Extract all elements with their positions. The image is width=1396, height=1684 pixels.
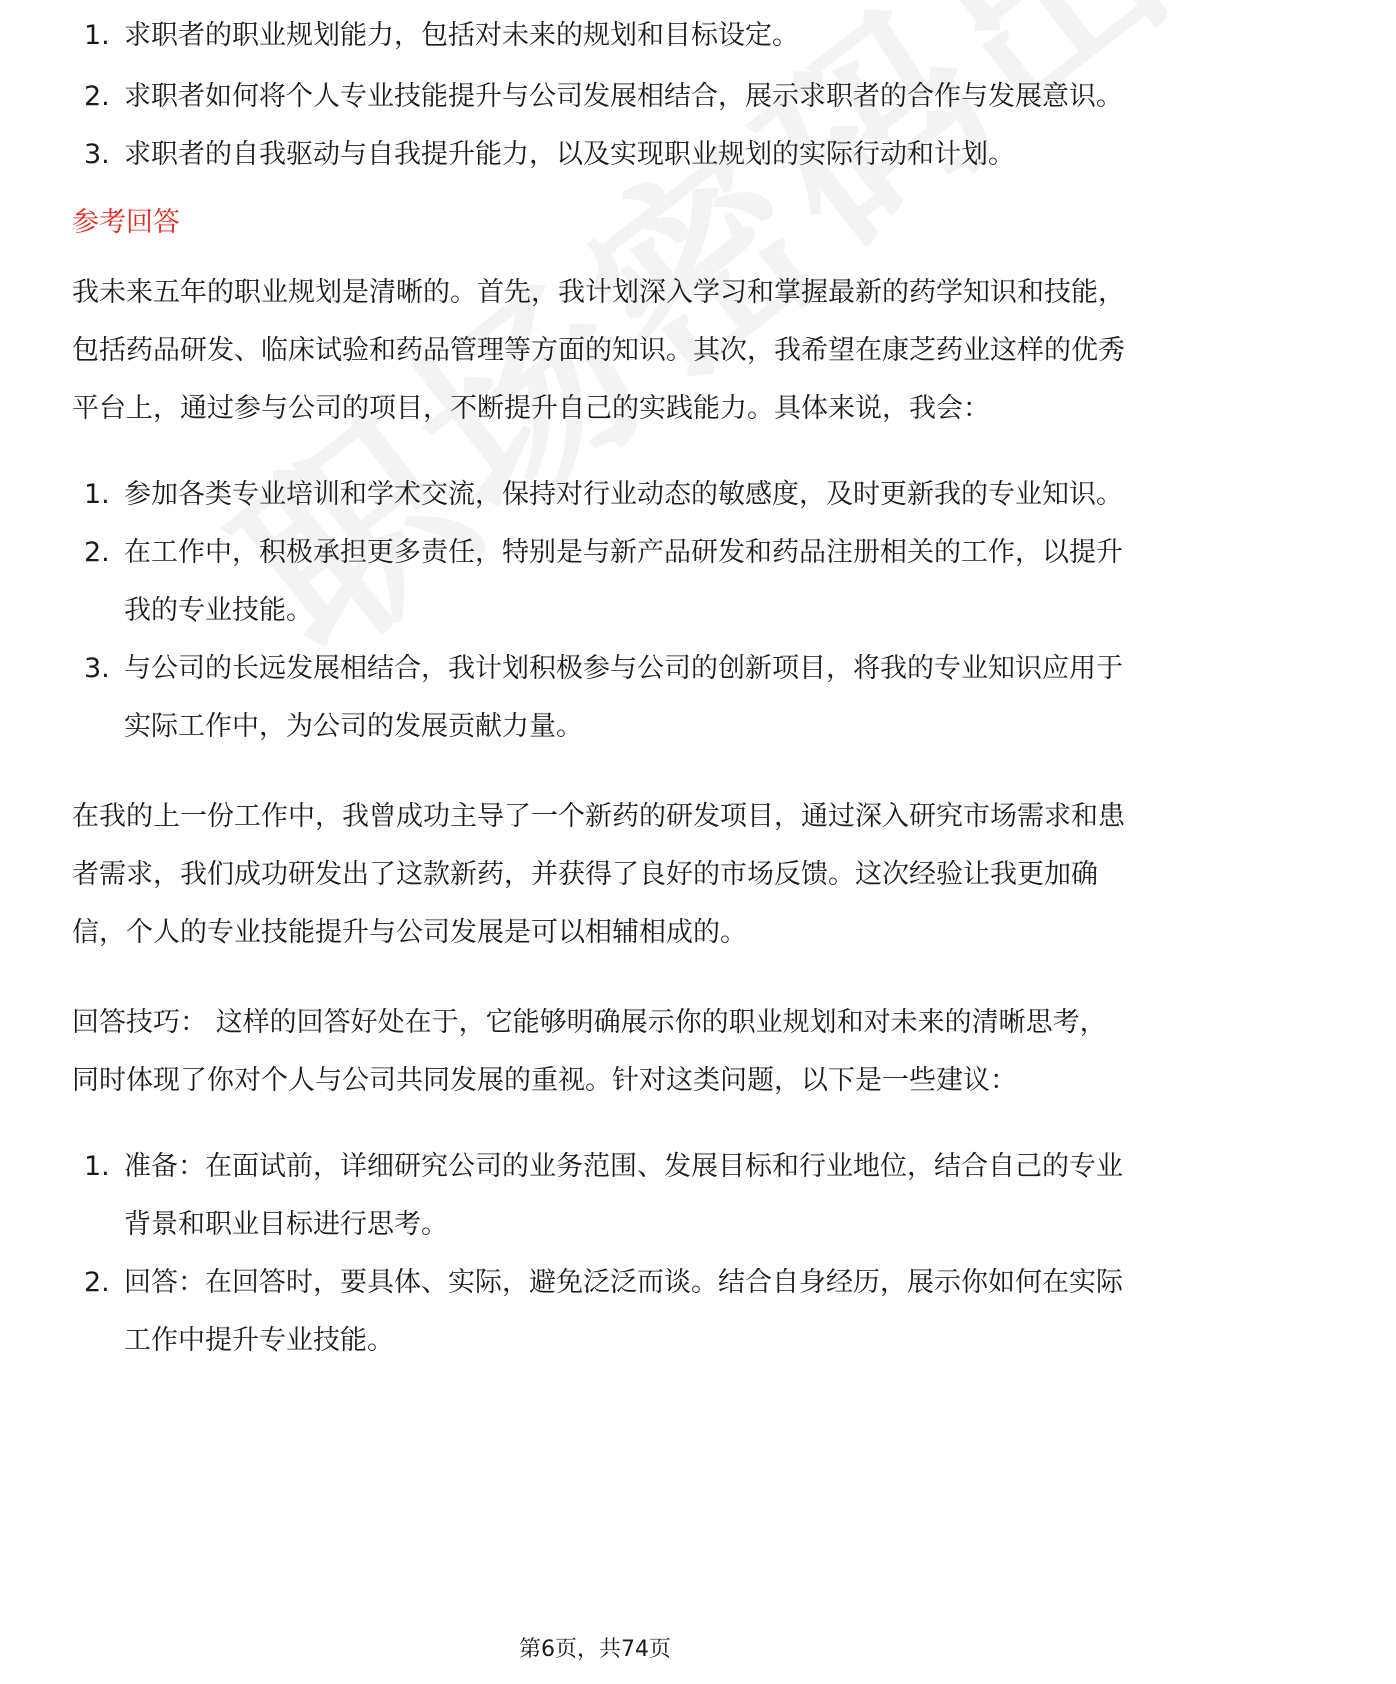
list-text: 求职者的职业规划能力，包括对未来的规划和目标设定。	[124, 20, 799, 51]
tips-list	[72, 1138, 1132, 1370]
list-text: 求职者的自我驱动与自我提升能力，以及实现职业规划的实际行动和计划。	[124, 139, 1015, 170]
list-item	[72, 524, 1132, 640]
answer-plan-list	[72, 466, 1132, 756]
answer-intro-paragraph: 我未来五年的职业规划是清晰的。首先，我计划深入学习和掌握最新的药学知识和技能，包括药品研发、临床试验和药品管理等方面的知识。其次，我希望在康芝药业这样的优秀平台上，通过参与公司的项目，不断提升自己的实践能力。具体来说，我会：	[72, 277, 1125, 424]
list-number: 3.	[84, 139, 110, 170]
list-item	[72, 640, 1132, 756]
experience-paragraph: 在我的上一份工作中，我曾成功主导了一个新药的研发项目，通过深入研究市场需求和患者需求，我们成功研发出了这款新药，并获得了良好的市场反馈。这次经验让我更加确信，个人的专业技能提升与公司发展是可以相辅相成的。	[72, 801, 1125, 948]
tips-paragraph: 回答技巧： 这样的回答好处在于，它能够明确展示你的职业规划和对未来的清晰思考，同时体现了你对个人与公司共同发展的重视。针对这类问题，以下是一些建议：	[72, 1007, 1107, 1096]
list-number: 1.	[84, 479, 110, 510]
list-text: 回答：在回答时，要具体、实际，避免泛泛而谈。结合自身经历，展示你如何在实际工作中提升专业技能。	[124, 1267, 1123, 1356]
list-item	[72, 20, 1132, 68]
list-text: 在工作中，积极承担更多责任，特别是与新产品研发和药品注册相关的工作，以提升我的专业技能。	[124, 537, 1123, 626]
list-number: 1.	[84, 20, 110, 51]
list-item	[72, 126, 1132, 184]
list-item	[72, 1138, 1132, 1254]
list-text: 参加各类专业培训和学术交流，保持对行业动态的敏感度，及时更新我的专业知识。	[124, 479, 1123, 510]
list-item	[72, 466, 1132, 524]
list-text: 求职者如何将个人专业技能提升与公司发展相结合，展示求职者的合作与发展意识。	[124, 81, 1123, 112]
list-number: 2.	[84, 537, 110, 568]
list-item	[72, 1254, 1132, 1370]
evaluation-points-list	[72, 20, 1132, 184]
list-item	[72, 68, 1132, 126]
list-number: 2.	[84, 1267, 110, 1298]
list-number: 3.	[84, 653, 110, 684]
page-number: 第6页，共74页	[519, 1637, 671, 1662]
document-body	[72, 20, 1132, 1370]
list-number: 2.	[84, 81, 110, 112]
section-heading: 参考回答	[72, 207, 180, 238]
list-text: 与公司的长远发展相结合，我计划积极参与公司的创新项目，将我的专业知识应用于实际工作中，为公司的发展贡献力量。	[124, 653, 1123, 742]
list-number: 1.	[84, 1151, 110, 1182]
list-text: 准备：在面试前，详细研究公司的业务范围、发展目标和行业地位，结合自己的专业背景和职业目标进行思考。	[124, 1151, 1123, 1240]
